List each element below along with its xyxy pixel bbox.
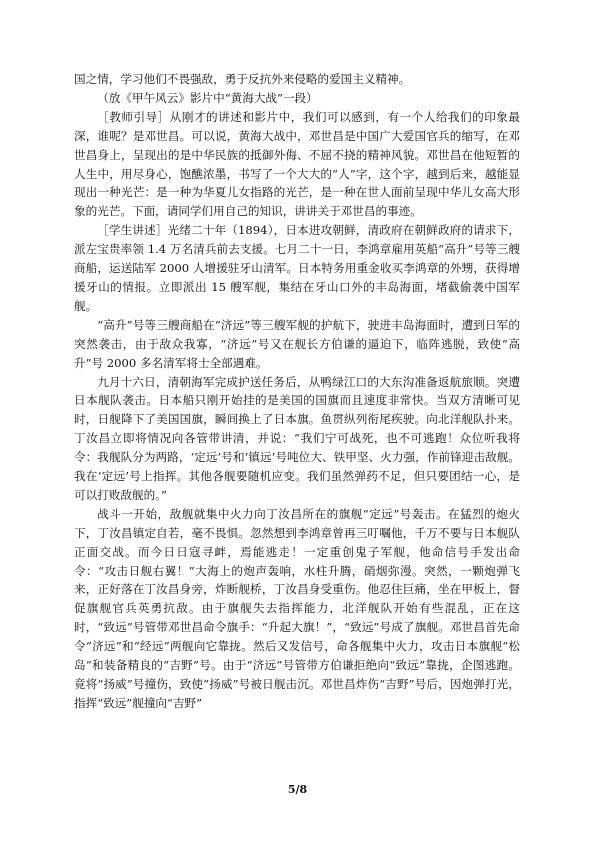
paragraph-teacher-guide: ［教师引导］从刚才的讲述和影片中，我们可以感到，有一个人给我们的印象最深，谁呢？是邓世昌。可以说，黄海大战中，邓世昌是中国广大爱国官兵的缩写，在邓世昌身上，呈现出的是中华民族的抵御外侮、不屈不挠的精神风貌。邓世昌在他短暂的人生中，用尽身心，饱醮浓墨，书写了一个大大的“人”字，这个字，越到后来，越能显现出一种光芒：是一种为华夏儿女指路的光芒，是一种在世人面前呈现中华儿女高大形象的光芒。下面，请同学们用自己的知识，讲讲关于邓世昌的事迹。 xyxy=(74,109,520,219)
paragraph-student-narration: ［学生讲述］光绪二十年（1894），日本进攻朝鲜，清政府在朝鲜政府的请求下，派左宝贵率领 1.4 万名清兵前去支援。七月二十一日，李鸿章雇用英船“高升”号等三艘商船，运送陆军 2000 人增援驻牙山清军。日本特务用重金收买李鸿章的外甥，获得增援牙山的情报。立即派出 15 艘军舰，集结在牙山口外的丰岛海面，堵截偷袭中国军舰。 xyxy=(74,223,520,313)
document-body xyxy=(74,70,520,713)
paragraph-gaosheng: “高升”号等三艘商船在“济远”等三艘军舰的护航下，驶进丰岛海面时，遭到日军的突然袭击，由于敌众我寡，“济远”号又在舰长方伯谦的逼迫下，临阵逃脱，致使“高升”号 2000 多名清军将士全部遇难。 xyxy=(74,317,520,370)
paragraph-1: 国之情，学习他们不畏强敌，勇于反抗外来侵略的爱国主义精神。 xyxy=(74,72,411,86)
paragraph-film-note: （放《甲午风云》影片中“黄海大战”一段） xyxy=(97,90,318,105)
paragraph-september-battle: 九月十六日，清朝海军完成护送任务后，从鸭绿江口的大东沟准备返航旅顺。突遭日本舰队袭击。日本船只刚开始挂的是美国的国旗而且速度非常快。当双方清晰可见时，日舰降下了美国国旗，瞬间换上了日本旗。鱼贯纵列衔尾疾驶。向北洋舰队扑来。丁汝昌立即将情况向各管带讲清，并说：“我们宁可战死，也不可逃跑！众位听我将令：我舰队分为两路，‘定远’号和‘镇远’号吨位大、铁甲坚、火力强，作前锋迎击敌舰。我在‘定远’号上指挥。其他各舰要随机应变。我们虽然弹药不足，但只要团结一心，是可以打败敌舰的。” xyxy=(74,374,520,502)
page-number: 5/8 xyxy=(287,783,308,796)
paragraph-battle-begins: 战斗一开始，敌舰就集中火力向丁汝昌所在的旗舰“定远”号轰击。在猛烈的炮火下，丁汝昌镇定自若，毫不畏惧。忽然想到李鸿章曾再三叮嘱他，千万不要与日本舰队正面交战。而今日日寇寻衅，焉能逃走！一定重创鬼子军舰，他命信号手发出命令：“攻击日舰右翼！”大海上的炮声轰响，水柱升腾，硝烟弥漫。突然，一颗炮弹飞来，正好落在丁汝昌身旁，炸断舰桥，丁汝昌身受重伤。他忍住巨痛，坐在甲板上，督促旗舰官兵英勇抗敌。由于旗舰失去指挥能力，北洋舰队开始有些混乱，正在这时，“致远”号管带邓世昌命令旗手：“升起大旗！”，“致远”号成了旗舰。邓世昌首先命令“济远”和“经远”两舰向它靠拢。然后又发信号，命各舰集中火力，攻击日本旗舰“松岛”和装备精良的“吉野”号。由于“济远”号管带方伯谦拒绝向“致远”靠拢，企图逃跑。竟将“扬威”号撞伤，致使“扬威”号被日舰击沉。邓世昌炸伤“吉野”号后，因炮弹打光，指挥“致远”舰撞向“吉野” xyxy=(74,506,520,710)
